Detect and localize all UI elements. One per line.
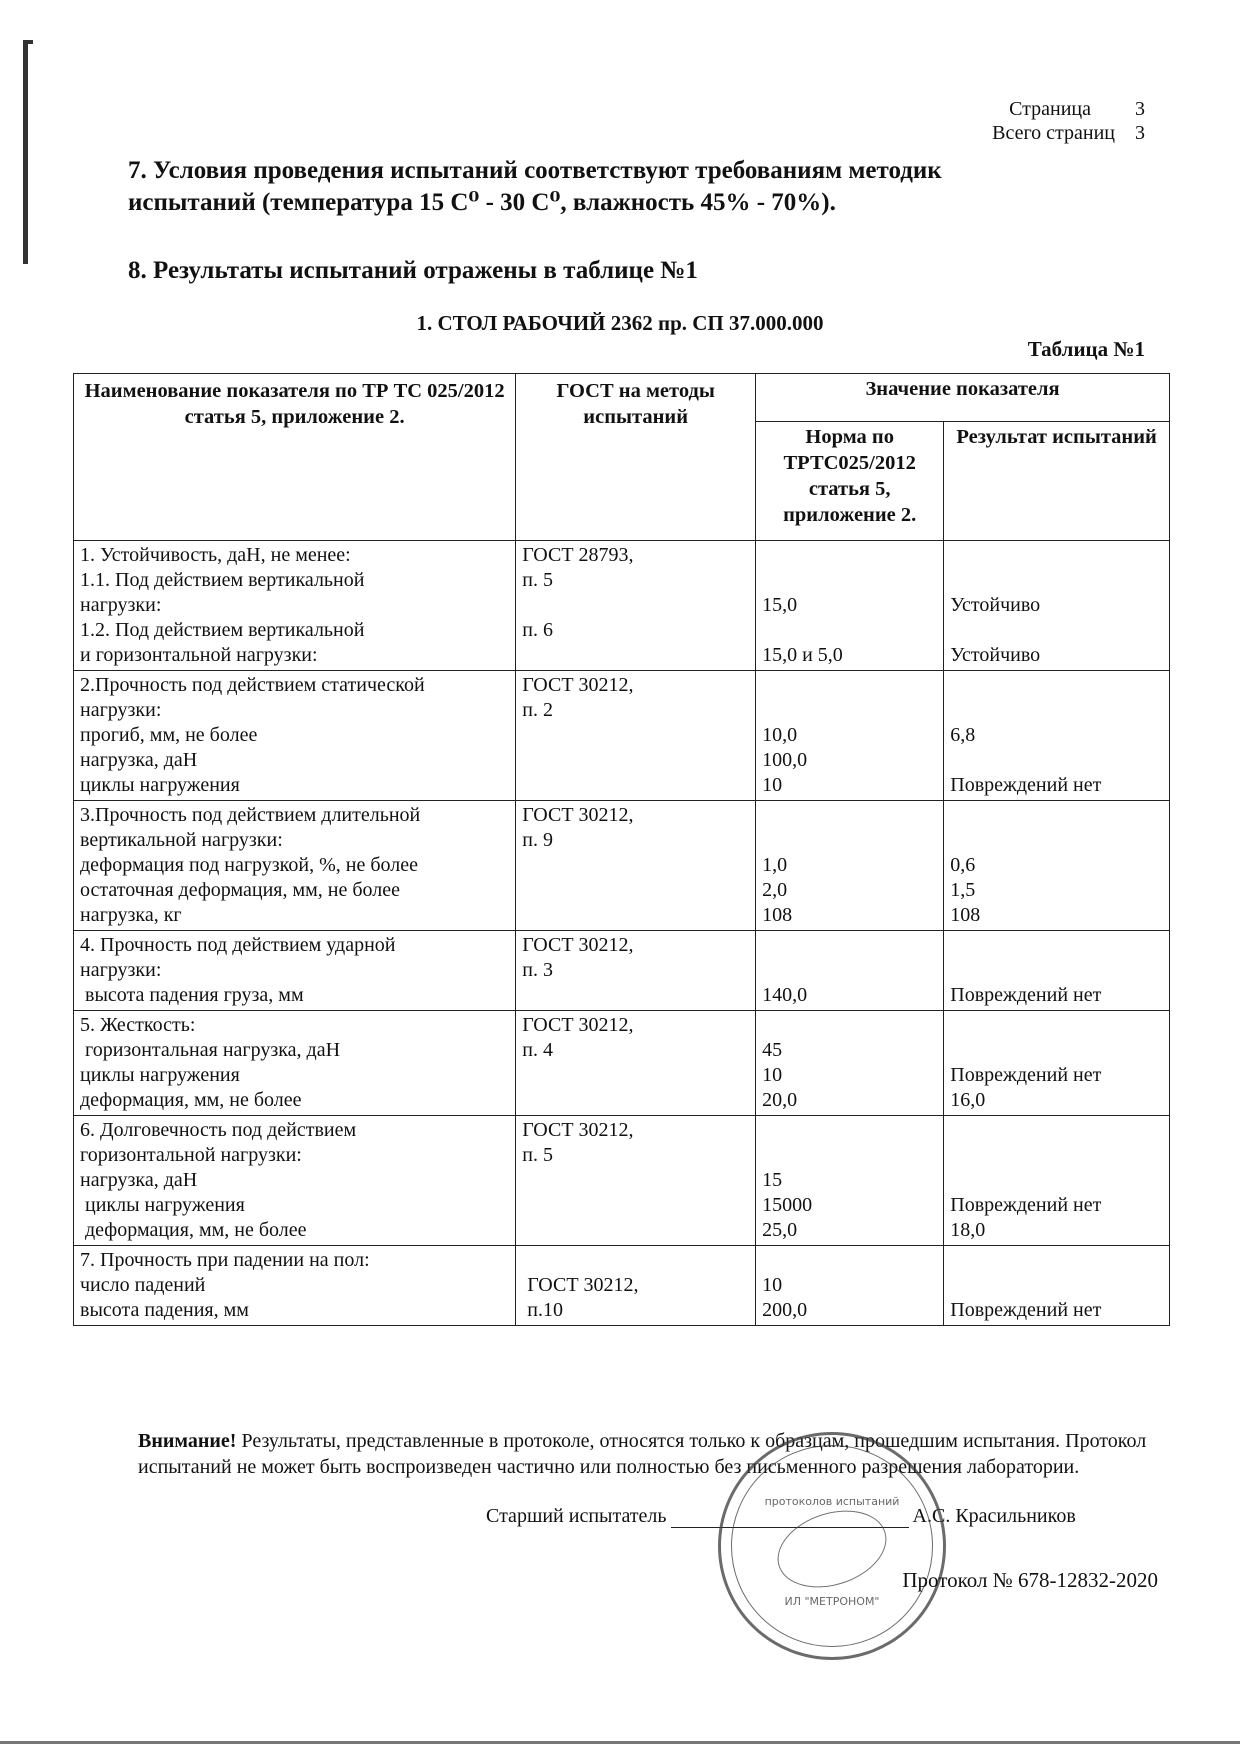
total-pages-label: Всего страниц [992, 122, 1115, 144]
header-line: испытаний [583, 406, 689, 428]
cell-line: 1,0 [762, 854, 788, 876]
cell-line: нагрузка, даН [80, 749, 198, 771]
table-row [74, 931, 1170, 1011]
cell-line: ГОСТ 30212, [522, 674, 634, 696]
cell-result [944, 1246, 1170, 1326]
cell-line: 0,6 [950, 854, 976, 876]
cell-line [522, 593, 749, 618]
cell-line [950, 568, 1163, 593]
cell-line: 6. Долговечность под действием [80, 1119, 357, 1141]
cell-line: 20,0 [762, 1089, 798, 1111]
cell-line: 100,0 [762, 749, 808, 771]
cell-line: Повреждений нет [950, 984, 1102, 1006]
cell-norm [756, 801, 944, 931]
cell-line: Устойчиво [950, 594, 1041, 616]
cell-line [950, 1038, 1163, 1063]
cell-line: вертикальной нагрузки: [80, 829, 283, 851]
header-line: приложение 2. [783, 504, 917, 527]
page-label: Страница [1009, 98, 1091, 120]
cell-line: 3.Прочность под действием длительной [80, 804, 421, 826]
cell-line: 5. Жесткость: [80, 1014, 196, 1036]
cell-line: и горизонтальной нагрузки: [80, 644, 318, 666]
cell-line: ГОСТ 30212, [522, 934, 634, 956]
cell-name [74, 1011, 516, 1116]
cell-line: 25,0 [762, 1219, 798, 1241]
cell-line: п. 6 [522, 619, 553, 641]
cell-line: ГОСТ 30212, [522, 1119, 634, 1141]
header-result [944, 422, 1170, 541]
cell-line [950, 1013, 1163, 1038]
cell-line: деформация, мм, не более [80, 1219, 307, 1241]
cell-gost [516, 801, 756, 931]
cell-line: 4. Прочность под действием ударной [80, 934, 396, 956]
table-row [74, 1246, 1170, 1326]
cell-line [762, 543, 937, 568]
cell-line [762, 568, 937, 593]
cell-line [950, 958, 1163, 983]
cell-gost [516, 541, 756, 671]
cell-line [950, 673, 1163, 698]
cell-line [950, 1143, 1163, 1168]
cell-result [944, 801, 1170, 931]
cell-line: циклы нагружения [80, 1194, 245, 1216]
page-number: 3 [1135, 98, 1145, 120]
cell-line: прогиб, мм, не более [80, 724, 258, 746]
cell-line: деформация, мм, не более [80, 1089, 302, 1111]
cell-line: 10 [762, 1274, 783, 1296]
cell-line [522, 773, 749, 798]
cell-line: 140,0 [762, 984, 808, 1006]
cell-line: нагрузки: [80, 594, 162, 616]
cell-line [950, 1273, 1163, 1298]
cell-line: нагрузка, даН [80, 1169, 198, 1191]
cell-line [950, 748, 1163, 773]
table-label: Таблица №1 [1027, 337, 1145, 361]
cell-line [762, 1248, 937, 1273]
cell-line: Повреждений нет [950, 1064, 1102, 1086]
cell-line: Повреждений нет [950, 774, 1102, 796]
cell-gost [516, 1011, 756, 1116]
cell-line [950, 618, 1163, 643]
cell-line: Устойчиво [950, 644, 1041, 666]
table-title: 1. СТОЛ РАБОЧИЙ 2362 пр. СП 37.000.000 [416, 311, 824, 335]
cell-norm [756, 541, 944, 671]
cell-line [762, 673, 937, 698]
cell-line: высота падения груза, мм [80, 984, 304, 1006]
cell-line [522, 1218, 749, 1243]
cell-line: 6,8 [950, 724, 976, 746]
cell-line: 7. Прочность при падении на пол: [80, 1249, 370, 1271]
cell-line: 10 [762, 774, 783, 796]
cell-line: Повреждений нет [950, 1299, 1102, 1321]
stamp [718, 1432, 946, 1660]
cell-line [522, 903, 749, 928]
page-info [992, 97, 1145, 145]
cell-line: Повреждений нет [950, 1194, 1102, 1216]
cell-line [950, 1118, 1163, 1143]
header-line: Результат [956, 426, 1047, 449]
header-line: ГОСТ [556, 380, 614, 402]
cell-line: 15000 [762, 1194, 813, 1216]
cell-name [74, 671, 516, 801]
cell-norm [756, 1011, 944, 1116]
cell-line: деформация под нагрузкой, %, не более [80, 854, 418, 876]
header-line: ТР ТС 025/2012 [362, 380, 505, 402]
binder-mark [23, 40, 28, 264]
cell-line [522, 643, 749, 668]
cell-gost [516, 931, 756, 1011]
cell-name [74, 1246, 516, 1326]
cell-line [950, 803, 1163, 828]
cell-line: 1.1. Под действием вертикальной [80, 569, 365, 591]
notice-text: Результаты, представленные в протоколе, относятся только к образцам, прошедшим испытания. Протокол испытаний не может быть воспроизведен частично или полностью без письменного разрешения лаборатории. [138, 1430, 1147, 1478]
cell-line: ГОСТ 30212, [522, 1274, 639, 1296]
cell-line: циклы нагружения [80, 1064, 240, 1086]
cell-line: 108 [950, 904, 981, 926]
cell-line: п. 5 [522, 569, 553, 591]
cell-line: 2.Прочность под действием статической [80, 674, 425, 696]
cell-line [522, 723, 749, 748]
cell-line [522, 1193, 749, 1218]
cell-result [944, 931, 1170, 1011]
cell-name [74, 1116, 516, 1246]
cell-gost [516, 1116, 756, 1246]
cell-line: высота падения, мм [80, 1299, 249, 1321]
cell-line [950, 543, 1163, 568]
cell-line: ГОСТ 28793, [522, 544, 634, 566]
signature-name: А.С. Красильников [912, 1505, 1076, 1527]
cell-result [944, 541, 1170, 671]
cell-line [762, 1143, 937, 1168]
cell-line: п. 3 [522, 959, 553, 981]
cell-line: 1.2. Под действием вертикальной [80, 619, 365, 641]
cell-line: п.10 [522, 1299, 563, 1321]
cell-line: 10 [762, 1064, 783, 1086]
cell-norm [756, 1116, 944, 1246]
cell-line [762, 958, 937, 983]
cell-line [522, 1063, 749, 1088]
cell-norm [756, 931, 944, 1011]
cell-line [762, 803, 937, 828]
cell-line [950, 1248, 1163, 1273]
cell-line: 45 [762, 1039, 783, 1061]
cell-result [944, 1011, 1170, 1116]
header-line: Наименование показателя по [84, 380, 358, 402]
cell-line: нагрузки: [80, 699, 162, 721]
cell-line: 15,0 [762, 594, 798, 616]
cell-name [74, 931, 516, 1011]
cell-result [944, 1116, 1170, 1246]
cell-line: ГОСТ 30212, [522, 804, 634, 826]
table-body [74, 541, 1170, 1326]
cell-line: горизонтальная нагрузка, даН [80, 1039, 341, 1061]
total-pages: 3 [1135, 122, 1145, 144]
cell-line: п. 9 [522, 829, 553, 851]
cell-line [522, 983, 749, 1008]
cell-line [522, 853, 749, 878]
cell-line [522, 1088, 749, 1113]
cell-line: 200,0 [762, 1299, 808, 1321]
cell-line [522, 1248, 749, 1273]
header-line: статья 5, [808, 478, 891, 501]
stamp-lab-name: ИЛ "МЕТРОНОМ" [784, 1595, 880, 1608]
notice-bold: Внимание! [138, 1430, 237, 1452]
cell-line: 10,0 [762, 724, 798, 746]
section-8-results: 8. Результаты испытаний отражены в таблице №1 [128, 257, 698, 284]
header-gost [516, 374, 756, 541]
header-line: статья 5, приложение 2. [184, 406, 405, 428]
results-table [73, 373, 1170, 1326]
cell-line: 1,5 [950, 879, 976, 901]
page-bottom-edge [0, 1741, 1240, 1744]
header-line: ТРТС025/2012 [783, 452, 916, 475]
cell-line: горизонтальной нагрузки: [80, 1144, 302, 1166]
table-row [74, 801, 1170, 931]
cell-line [762, 933, 937, 958]
cell-line [950, 933, 1163, 958]
cell-line [762, 698, 937, 723]
cell-name [74, 801, 516, 931]
table-row [74, 1011, 1170, 1116]
cell-line: 15,0 и 5,0 [762, 644, 843, 666]
cell-line: 18,0 [950, 1219, 986, 1241]
cell-line: число падений [80, 1274, 206, 1296]
cell-line: ГОСТ 30212, [522, 1014, 634, 1036]
cell-line: нагрузка, кг [80, 904, 182, 926]
cell-line: п. 5 [522, 1144, 553, 1166]
cell-line [762, 1118, 937, 1143]
table-row [74, 541, 1170, 671]
header-line: Норма по [805, 426, 894, 449]
cell-line [950, 1168, 1163, 1193]
header-line: на методы [618, 380, 715, 402]
table-row [74, 1116, 1170, 1246]
cell-line: остаточная деформация, мм, не более [80, 879, 401, 901]
header-line: испытаний [1052, 426, 1157, 449]
table-row [74, 671, 1170, 801]
cell-gost [516, 1246, 756, 1326]
cell-line [950, 698, 1163, 723]
notice [138, 1428, 1148, 1480]
cell-line [950, 828, 1163, 853]
cell-line: п. 4 [522, 1039, 553, 1061]
stamp-center-text: протоколов испытаний [764, 1495, 900, 1508]
cell-line [762, 1013, 937, 1038]
cell-name [74, 541, 516, 671]
cell-line [762, 618, 937, 643]
protocol-number: Протокол № 678-12832-2020 [902, 1568, 1158, 1592]
header-norm [756, 422, 944, 541]
cell-line: 2,0 [762, 879, 788, 901]
cell-gost [516, 671, 756, 801]
section-7-conditions: 7. Условия проведения испытаний соответствуют требованиям методик испытаний (температура 15 С⁰ - 30 С⁰, влажность 45% - 70%). [128, 157, 942, 216]
cell-line: циклы нагружения [80, 774, 240, 796]
signature-role: Старший испытатель [486, 1505, 667, 1527]
cell-line [522, 878, 749, 903]
cell-line: п. 2 [522, 699, 553, 721]
cell-line: 16,0 [950, 1089, 986, 1111]
cell-result [944, 671, 1170, 801]
cell-line: 1. Устойчивость, даН, не менее: [80, 544, 351, 566]
stamp-emblem [768, 1497, 897, 1600]
cell-norm [756, 1246, 944, 1326]
cell-line: 15 [762, 1169, 783, 1191]
header-indicator-name [74, 374, 516, 541]
cell-line: 108 [762, 904, 793, 926]
cell-line [522, 1168, 749, 1193]
cell-line [522, 748, 749, 773]
cell-line [762, 828, 937, 853]
cell-norm [756, 671, 944, 801]
header-value-group: Значение показателя [756, 374, 1170, 422]
cell-line: нагрузки: [80, 959, 162, 981]
